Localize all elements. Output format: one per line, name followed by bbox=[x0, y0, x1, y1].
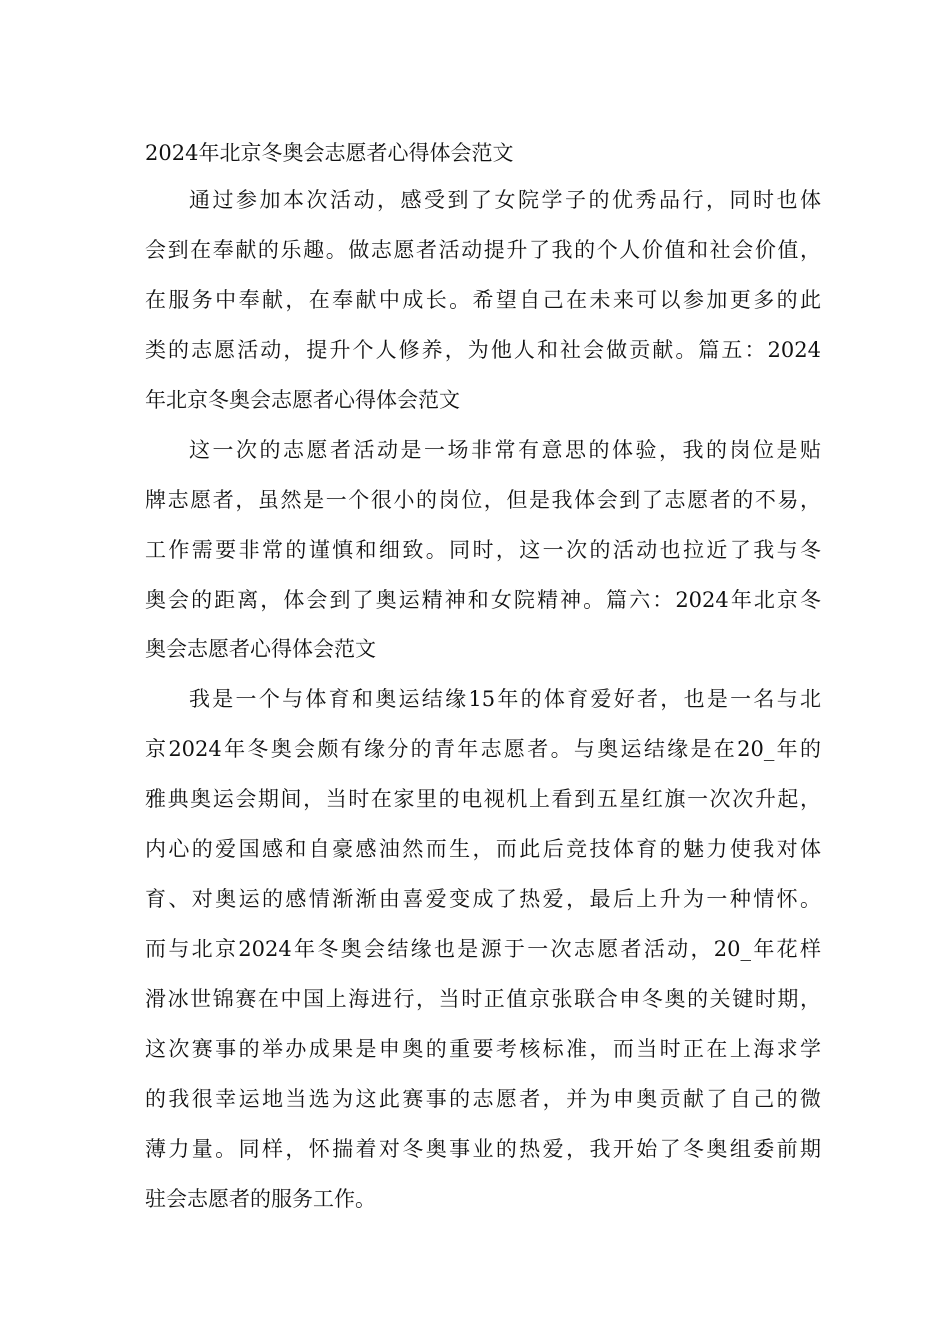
paragraph-line: 在服务中奉献，在奉献中成长。希望自己在未来可以参加更多的此 bbox=[145, 288, 821, 312]
paragraph-line: 牌志愿者，虽然是一个很小的岗位，但是我体会到了志愿者的不易， bbox=[145, 488, 821, 512]
paragraph-line: 滑冰世锦赛在中国上海进行，当时正值京张联合申冬奥的关键时期， bbox=[145, 987, 821, 1011]
paragraph-line: 京2024年冬奥会颇有缘分的青年志愿者。与奥运结缘是在20_年的 bbox=[145, 737, 821, 761]
paragraph-line: 工作需要非常的谨慎和细致。同时，这一次的活动也拉近了我与冬 bbox=[145, 538, 821, 562]
paragraph-line: 内心的爱国感和自豪感油然而生，而此后竞技体育的魅力使我对体 bbox=[145, 837, 821, 861]
paragraph-line: 类的志愿活动，提升个人修养，为他人和社会做贡献。篇五：2024 bbox=[145, 338, 821, 362]
paragraph-line: 的我很幸运地当选为这此赛事的志愿者，并为申奥贡献了自己的微 bbox=[145, 1087, 821, 1111]
paragraph-line: 这次赛事的举办成果是申奥的重要考核标准，而当时正在上海求学 bbox=[145, 1037, 821, 1061]
paragraph-line: 驻会志愿者的服务工作。 bbox=[145, 1187, 376, 1211]
paragraph-line: 奥会志愿者心得体会范文 bbox=[145, 637, 376, 661]
paragraph-line: 我是一个与体育和奥运结缘15年的体育爱好者，也是一名与北 bbox=[189, 687, 821, 711]
paragraph-line: 奥会的距离，体会到了奥运精神和女院精神。篇六：2024年北京冬 bbox=[145, 588, 821, 612]
paragraph-line: 薄力量。同样，怀揣着对冬奥事业的热爱，我开始了冬奥组委前期 bbox=[145, 1137, 821, 1161]
paragraph-line: 而与北京2024年冬奥会结缘也是源于一次志愿者活动，20_年花样 bbox=[145, 937, 821, 961]
paragraph-line: 通过参加本次活动，感受到了女院学子的优秀品行，同时也体 bbox=[189, 188, 821, 212]
paragraph-line: 年北京冬奥会志愿者心得体会范文 bbox=[145, 388, 460, 412]
paragraph-line: 这一次的志愿者活动是一场非常有意思的体验，我的岗位是贴 bbox=[189, 438, 821, 462]
document-title: 2024年北京冬奥会志愿者心得体会范文 bbox=[145, 141, 514, 165]
paragraph-line: 会到在奉献的乐趣。做志愿者活动提升了我的个人价值和社会价值， bbox=[145, 238, 821, 262]
paragraph-line: 育、对奥运的感情渐渐由喜爱变成了热爱，最后上升为一种情怀。 bbox=[145, 887, 821, 911]
paragraph-line: 雅典奥运会期间，当时在家里的电视机上看到五星红旗一次次升起， bbox=[145, 787, 821, 811]
